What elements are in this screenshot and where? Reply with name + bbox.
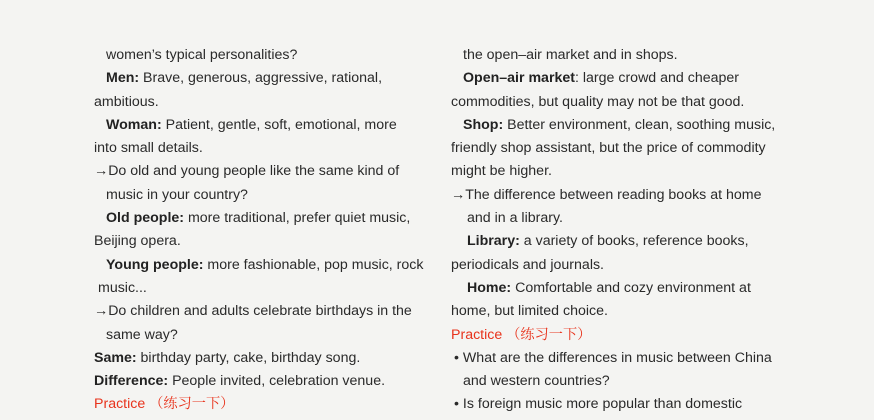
text-line: friendly shop assistant, but the price of commodity	[451, 140, 766, 157]
market-text: : large crowd and cheaper	[574, 70, 740, 87]
men-line	[94, 67, 424, 90]
text-line: same way?	[106, 326, 178, 343]
text-line: Beijing opera.	[94, 233, 181, 250]
market-label: Open–air market	[463, 70, 575, 87]
question-line: →The difference between reading books at home	[451, 186, 762, 203]
home-line	[451, 277, 781, 300]
same-line	[94, 347, 424, 370]
same-label: Same:	[94, 349, 137, 366]
right-column	[451, 44, 781, 417]
left-column	[94, 44, 424, 417]
market-line	[451, 67, 781, 90]
text-line: and in a library.	[467, 210, 563, 227]
library-label: Library:	[467, 233, 520, 250]
woman-label: Woman:	[106, 116, 162, 133]
young-people-label: Young people:	[106, 256, 204, 273]
question-line: →Do children and adults celebrate birthdays in the	[94, 303, 412, 320]
shop-line	[451, 114, 781, 137]
young-people-line	[94, 254, 424, 277]
text-line: and western countries?	[463, 373, 610, 390]
question-line: →Do old and young people like the same kind of	[94, 163, 400, 180]
library-line	[451, 230, 781, 253]
text-line: home, but limited choice.	[451, 303, 608, 320]
men-label: Men:	[106, 70, 140, 87]
old-people-label: Old people:	[106, 210, 185, 227]
library-text: a variety of books, reference books,	[519, 233, 749, 250]
home-text: Comfortable and cozy environment at	[511, 279, 751, 296]
text-line: commodities, but quality may not be that good.	[451, 93, 745, 110]
practice-heading: Practice （练习一下）	[94, 396, 235, 413]
young-people-text: more fashionable, pop music, rock	[203, 256, 424, 273]
text-line: ambitious.	[94, 93, 159, 110]
text-line: women’s typical personalities?	[106, 47, 298, 63]
text-line: periodicals and journals.	[451, 256, 605, 273]
difference-line	[94, 370, 424, 393]
text-line: might be higher.	[451, 163, 552, 180]
bullet-item: • Is foreign music more popular than domestic	[454, 396, 743, 413]
text-line: the open–air market and in shops.	[463, 47, 678, 63]
text-line: into small details.	[94, 140, 203, 157]
practice-heading: Practice （练习一下）	[451, 326, 592, 343]
difference-label: Difference:	[94, 373, 169, 390]
woman-text: Patient, gentle, soft, emotional, more	[161, 116, 397, 133]
bullet-item: • What are the differences in music between China	[454, 349, 772, 366]
text-line: music...	[98, 279, 147, 296]
old-people-line	[94, 207, 424, 230]
text-line: music in your country?	[106, 186, 248, 203]
shop-text: Better environment, clean, soothing music,	[503, 116, 776, 133]
difference-text: People invited, celebration venue.	[168, 373, 386, 390]
old-people-text: more traditional, prefer quiet music,	[184, 210, 411, 227]
shop-label: Shop:	[463, 116, 504, 133]
home-label: Home:	[467, 279, 512, 296]
woman-line	[94, 114, 424, 137]
men-text: Brave, generous, aggressive, rational,	[139, 70, 383, 87]
same-text: birthday party, cake, birthday song.	[136, 349, 361, 366]
